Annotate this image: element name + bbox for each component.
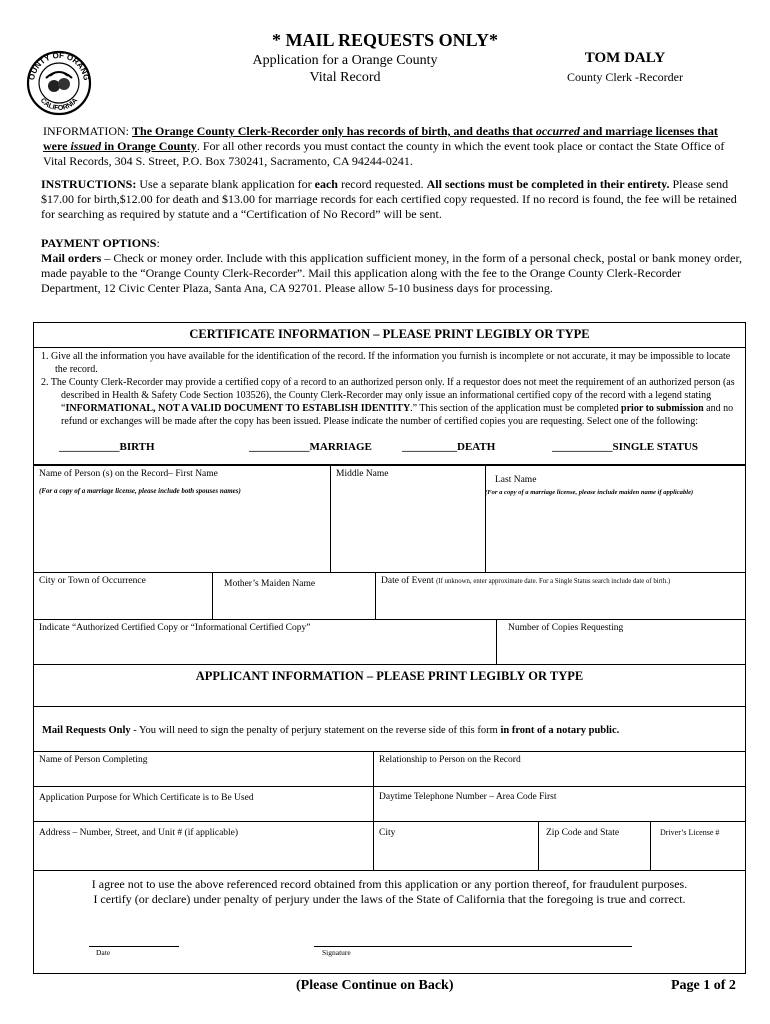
option-marriage[interactable]: ___________MARRIAGE <box>249 441 372 453</box>
address-field[interactable]: Address – Number, Street, and Unit # (if applicable) <box>33 821 374 871</box>
relationship-field[interactable]: Relationship to Person on the Record <box>373 751 746 787</box>
page-number: Page 1 of 2 <box>671 978 736 993</box>
application-purpose-field[interactable]: Application Purpose for Which Certificate is to Be Used <box>33 786 374 822</box>
name-of-person-completing-field[interactable]: Name of Person Completing <box>33 751 374 787</box>
option-birth[interactable]: ___________BIRTH <box>59 441 155 453</box>
continue-on-back: (Please Continue on Back) <box>296 978 454 993</box>
date-of-event-field[interactable]: Date of Event (If unknown, enter approximate date. For a Single Status search include date of birth.) <box>375 572 746 620</box>
form-subtitle: Application for a Orange County Vital Record <box>252 53 438 85</box>
payment-options: PAYMENT OPTIONS: Mail orders – Check or money order. Include with this application sufficient money, in the form of a personal check, postal or bank money order, made payable to the “Orange County Clerk-Recorder”. Mail this application along with the fee to the Orange County Clerk-Recorder Department, 12 Civic Center Plaza, Santa Ana, CA 92701. Please allow 5-10 business days for processing. <box>41 236 743 295</box>
certificate-heading: CERTIFICATE INFORMATION – PLEASE PRINT LEGIBLY OR TYPE <box>189 327 590 341</box>
county-seal <box>26 50 92 116</box>
city-of-occurrence-field[interactable]: City or Town of Occurrence <box>33 572 213 620</box>
number-of-copies-field[interactable]: Number of Copies Requesting <box>496 619 746 665</box>
copy-type-field[interactable]: Indicate “Authorized Certified Copy or “Informational Certified Copy” <box>33 619 497 665</box>
mothers-maiden-name-field[interactable]: Mother’s Maiden Name <box>212 572 376 620</box>
applicant-heading-box <box>33 664 746 707</box>
option-single-status[interactable]: ___________SINGLE STATUS <box>552 441 698 453</box>
mail-requests-note: Mail Requests Only - You will need to sign the penalty of perjury statement on the reverse side of this form in front of a notary public. <box>33 706 746 752</box>
certification-box: I agree not to use the above referenced record obtained from this application or any portion thereof, for fraudulent purposes. I certify (or declare) under penalty of perjury under the laws of the State of California that the foregoing is true and correct. Date Signature <box>33 870 746 974</box>
instructions-paragraph: INSTRUCTIONS: Use a separate blank application for each record requested. All sections must be completed in their entirety. Please send $17.00 for birth,$12.00 for death and $13.00 for marriage records for each certified copy requested. If no record is found, the fee will be retained for searching as required by statute and a “Certification of No Record” will be sent. <box>41 177 737 221</box>
clerk-name: TOM DALY <box>584 50 666 66</box>
date-line[interactable] <box>89 946 179 947</box>
information-paragraph: INFORMATION: The Orange County Clerk-Recorder only has records of birth, and deaths that occurred and marriage licenses that were issued in Orange County. For all other records you must contact the county in which the event took place or contact the State Office of Vital Records, 304 S. Street, P.O. Box 730241, Sacramento, CA 94244-0241. <box>43 124 725 168</box>
first-name-field[interactable]: Name of Person (s) on the Record– First Name (For a copy of a marriage license, please include both spouses names) <box>33 465 331 573</box>
seal-top-text: OUNTY OF ORANG <box>27 50 91 82</box>
city-field[interactable]: City <box>373 821 539 871</box>
certificate-heading-box <box>33 322 746 348</box>
applicant-heading: APPLICANT INFORMATION – PLEASE PRINT LEGIBLY OR TYPE <box>195 669 584 683</box>
last-name-field[interactable]: Last Name (For a copy of a marriage license, please include maiden name if applicable) <box>485 465 746 573</box>
page-title: * MAIL REQUESTS ONLY* <box>272 30 498 50</box>
middle-name-field[interactable]: Middle Name <box>330 465 486 573</box>
seal-bottom-text: CALIFORNIA <box>38 97 80 113</box>
zip-state-field[interactable]: Zip Code and State <box>538 821 651 871</box>
signature-line[interactable] <box>314 946 632 947</box>
certificate-instructions: 1. Give all the information you have available for the identification of the record. If the information you furnish is incomplete or not accurate, it may be impossible to locate the record. 2. The County Clerk-Recorder may provide a certified copy of a record to an authorized person only. If a requestor does not meet the requirement of an authorized person (as described in Health & Safety Code Section 103526), the County Clerk-Recorder may only issue an informational certified copy of the record with a legend stating “INFORMATIONAL, NOT A VALID DOCUMENT TO ESTABLISH IDENTITY.” This section of the application must be completed prior to submission and no refund or exchanges will be made after the copy has been issued. Please indicate the number of certified copies you are requesting. Select one of the following: ___________BIRTH ___________MARRIAGE __________DEATH ___________SINGLE STATUS <box>33 347 746 465</box>
drivers-license-field[interactable]: Driver’s License # <box>650 821 746 871</box>
option-death[interactable]: __________DEATH <box>402 441 496 453</box>
daytime-phone-field[interactable]: Daytime Telephone Number – Area Code First <box>373 786 746 822</box>
svg-text:COUNTY OF ORANGE <box>26 50 91 81</box>
clerk-title: County Clerk -Recorder <box>567 70 683 84</box>
